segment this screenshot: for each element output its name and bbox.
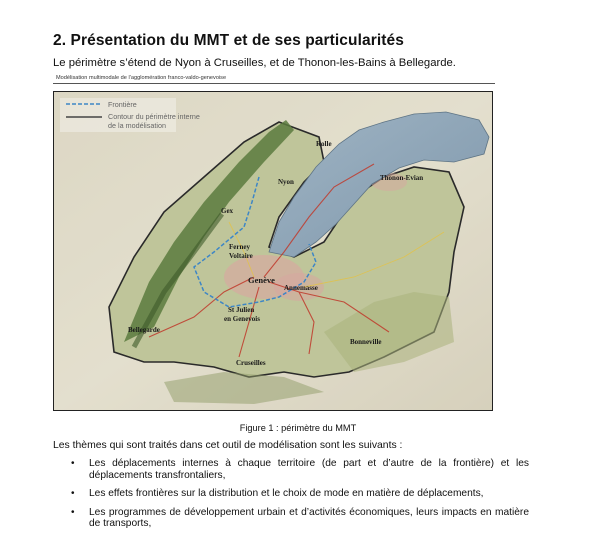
list-item-text: Les déplacements internes à chaque territoire (de part et d’autre de la frontière) et les déplacements transfrontaliers, bbox=[89, 458, 529, 481]
label-thonon: Thonon-Evian bbox=[380, 174, 424, 182]
theme-list bbox=[53, 458, 529, 537]
title-rule bbox=[53, 83, 495, 84]
section-heading: 2. Présentation du MMT et de ses particularités bbox=[53, 32, 404, 49]
map-title: Modélisation multimodale de l’agglomération franco-valdo-genevoise bbox=[56, 75, 227, 81]
bullet-icon: • bbox=[71, 458, 75, 469]
lead-paragraph: Les thèmes qui sont traités dans cet outil de modélisation sont les suivants : bbox=[53, 440, 403, 451]
label-gex: Gex bbox=[221, 207, 234, 215]
label-st-julien-2: en Genevois bbox=[224, 315, 260, 323]
label-bellegarde: Bellegarde bbox=[128, 326, 160, 334]
label-rolle: Rolle bbox=[316, 140, 332, 148]
figure-caption: Figure 1 : périmètre du MMT bbox=[239, 423, 357, 433]
legend-perimeter-label-1: Contour du périmètre interne bbox=[108, 112, 200, 121]
label-ferney-1: Ferney bbox=[229, 243, 250, 251]
label-annemasse: Annemasse bbox=[284, 284, 318, 292]
map-graphic bbox=[54, 92, 492, 410]
list-item-text: Les programmes de développement urbain et d’activités économiques, leurs impacts en matière de transports, bbox=[89, 506, 529, 529]
bullet-icon: • bbox=[71, 488, 75, 499]
list-item bbox=[53, 458, 529, 481]
label-st-julien-1: St Julien bbox=[228, 306, 255, 314]
bullet-icon: • bbox=[71, 506, 75, 518]
legend-frontier-label: Frontière bbox=[108, 100, 137, 109]
label-geneve: Genève bbox=[248, 275, 275, 285]
legend-perimeter-label-2: de la modélisation bbox=[108, 121, 166, 130]
list-item-text: Les effets frontières sur la distribution et le choix de mode en matière de déplacements, bbox=[89, 488, 484, 499]
perimeter-map bbox=[53, 91, 493, 411]
label-ferney-2: Voltaire bbox=[229, 252, 253, 260]
label-bonneville: Bonneville bbox=[350, 338, 382, 346]
intro-paragraph: Le périmètre s’étend de Nyon à Cruseilles, et de Thonon-les-Bains à Bellegarde. bbox=[53, 57, 456, 69]
label-cruseilles: Cruseilles bbox=[236, 359, 266, 367]
list-item bbox=[53, 488, 529, 500]
label-nyon: Nyon bbox=[278, 178, 294, 186]
list-item bbox=[53, 507, 529, 530]
